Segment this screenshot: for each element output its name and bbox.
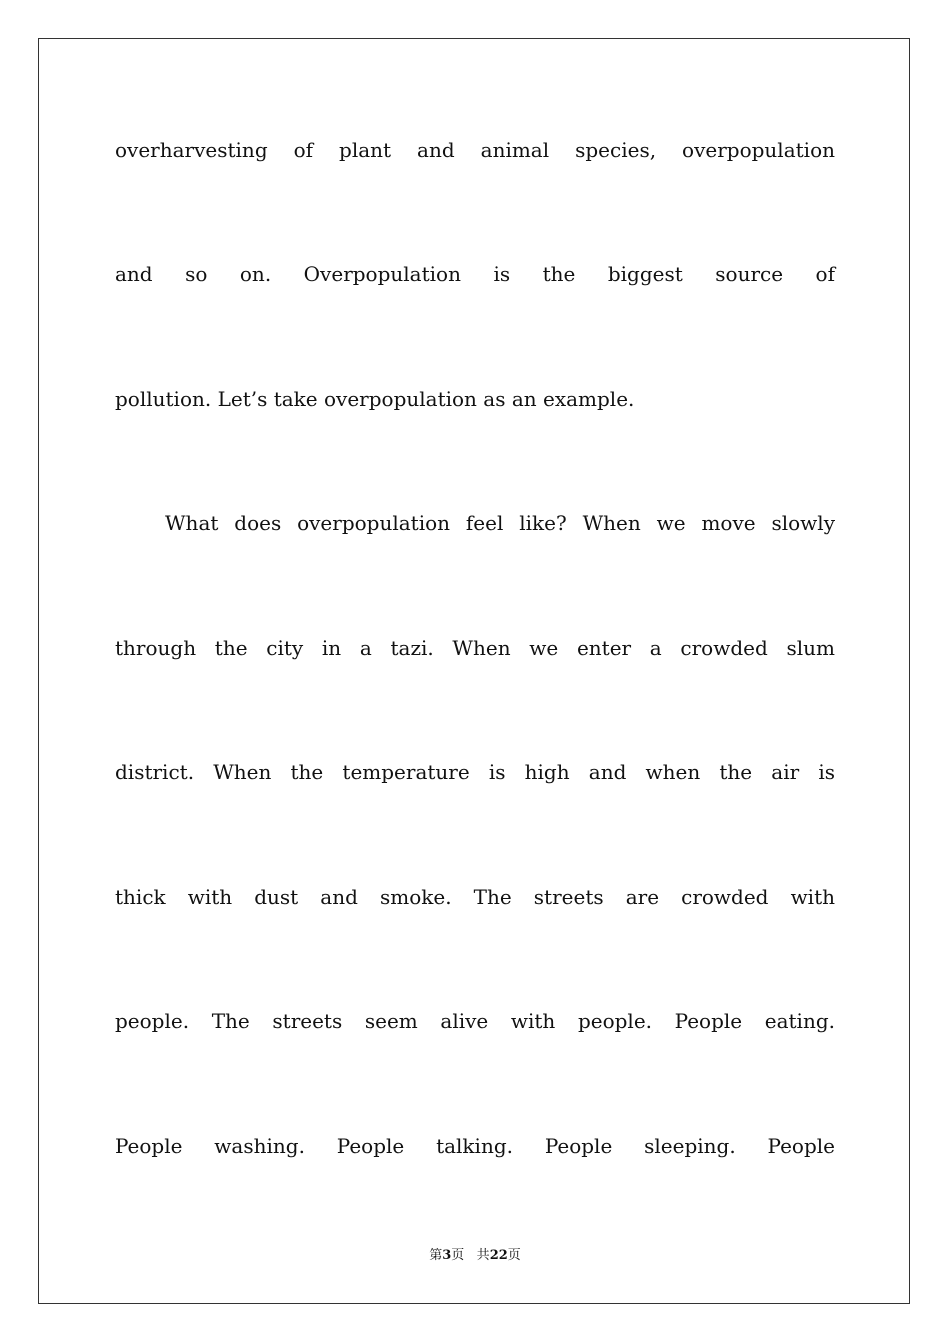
footer-page-number: 3 (442, 1248, 452, 1263)
page-frame (38, 38, 910, 1304)
footer-page-prefix: 第 (429, 1248, 443, 1263)
body-line-3: pollution. Let’s take overpopulation as an example. (115, 387, 635, 411)
body-line-1: overharvesting of plant and animal species, overpopulation (115, 138, 835, 162)
footer-total-suffix: 页 (507, 1248, 521, 1263)
body-line-5: through the city in a tazi. When we enter a crowded slum (115, 636, 835, 660)
body-line-9: People washing. People talking. People sleeping. People (115, 1134, 835, 1158)
body-line-4: What does overpopulation feel like? When we move slowly (165, 511, 835, 535)
body-line-6: district. When the temperature is high and when the air is (115, 760, 835, 784)
footer-total-pages: 22 (489, 1248, 508, 1263)
page-footer (0, 1247, 950, 1265)
body-line-2: and so on. Overpopulation is the biggest source of (115, 262, 835, 286)
footer-total-prefix: 共 (476, 1248, 490, 1263)
body-line-7: thick with dust and smoke. The streets are crowded with (115, 885, 835, 909)
body-line-8: people. The streets seem alive with people. People eating. (115, 1009, 835, 1033)
footer-page-suffix: 页 (451, 1248, 465, 1263)
